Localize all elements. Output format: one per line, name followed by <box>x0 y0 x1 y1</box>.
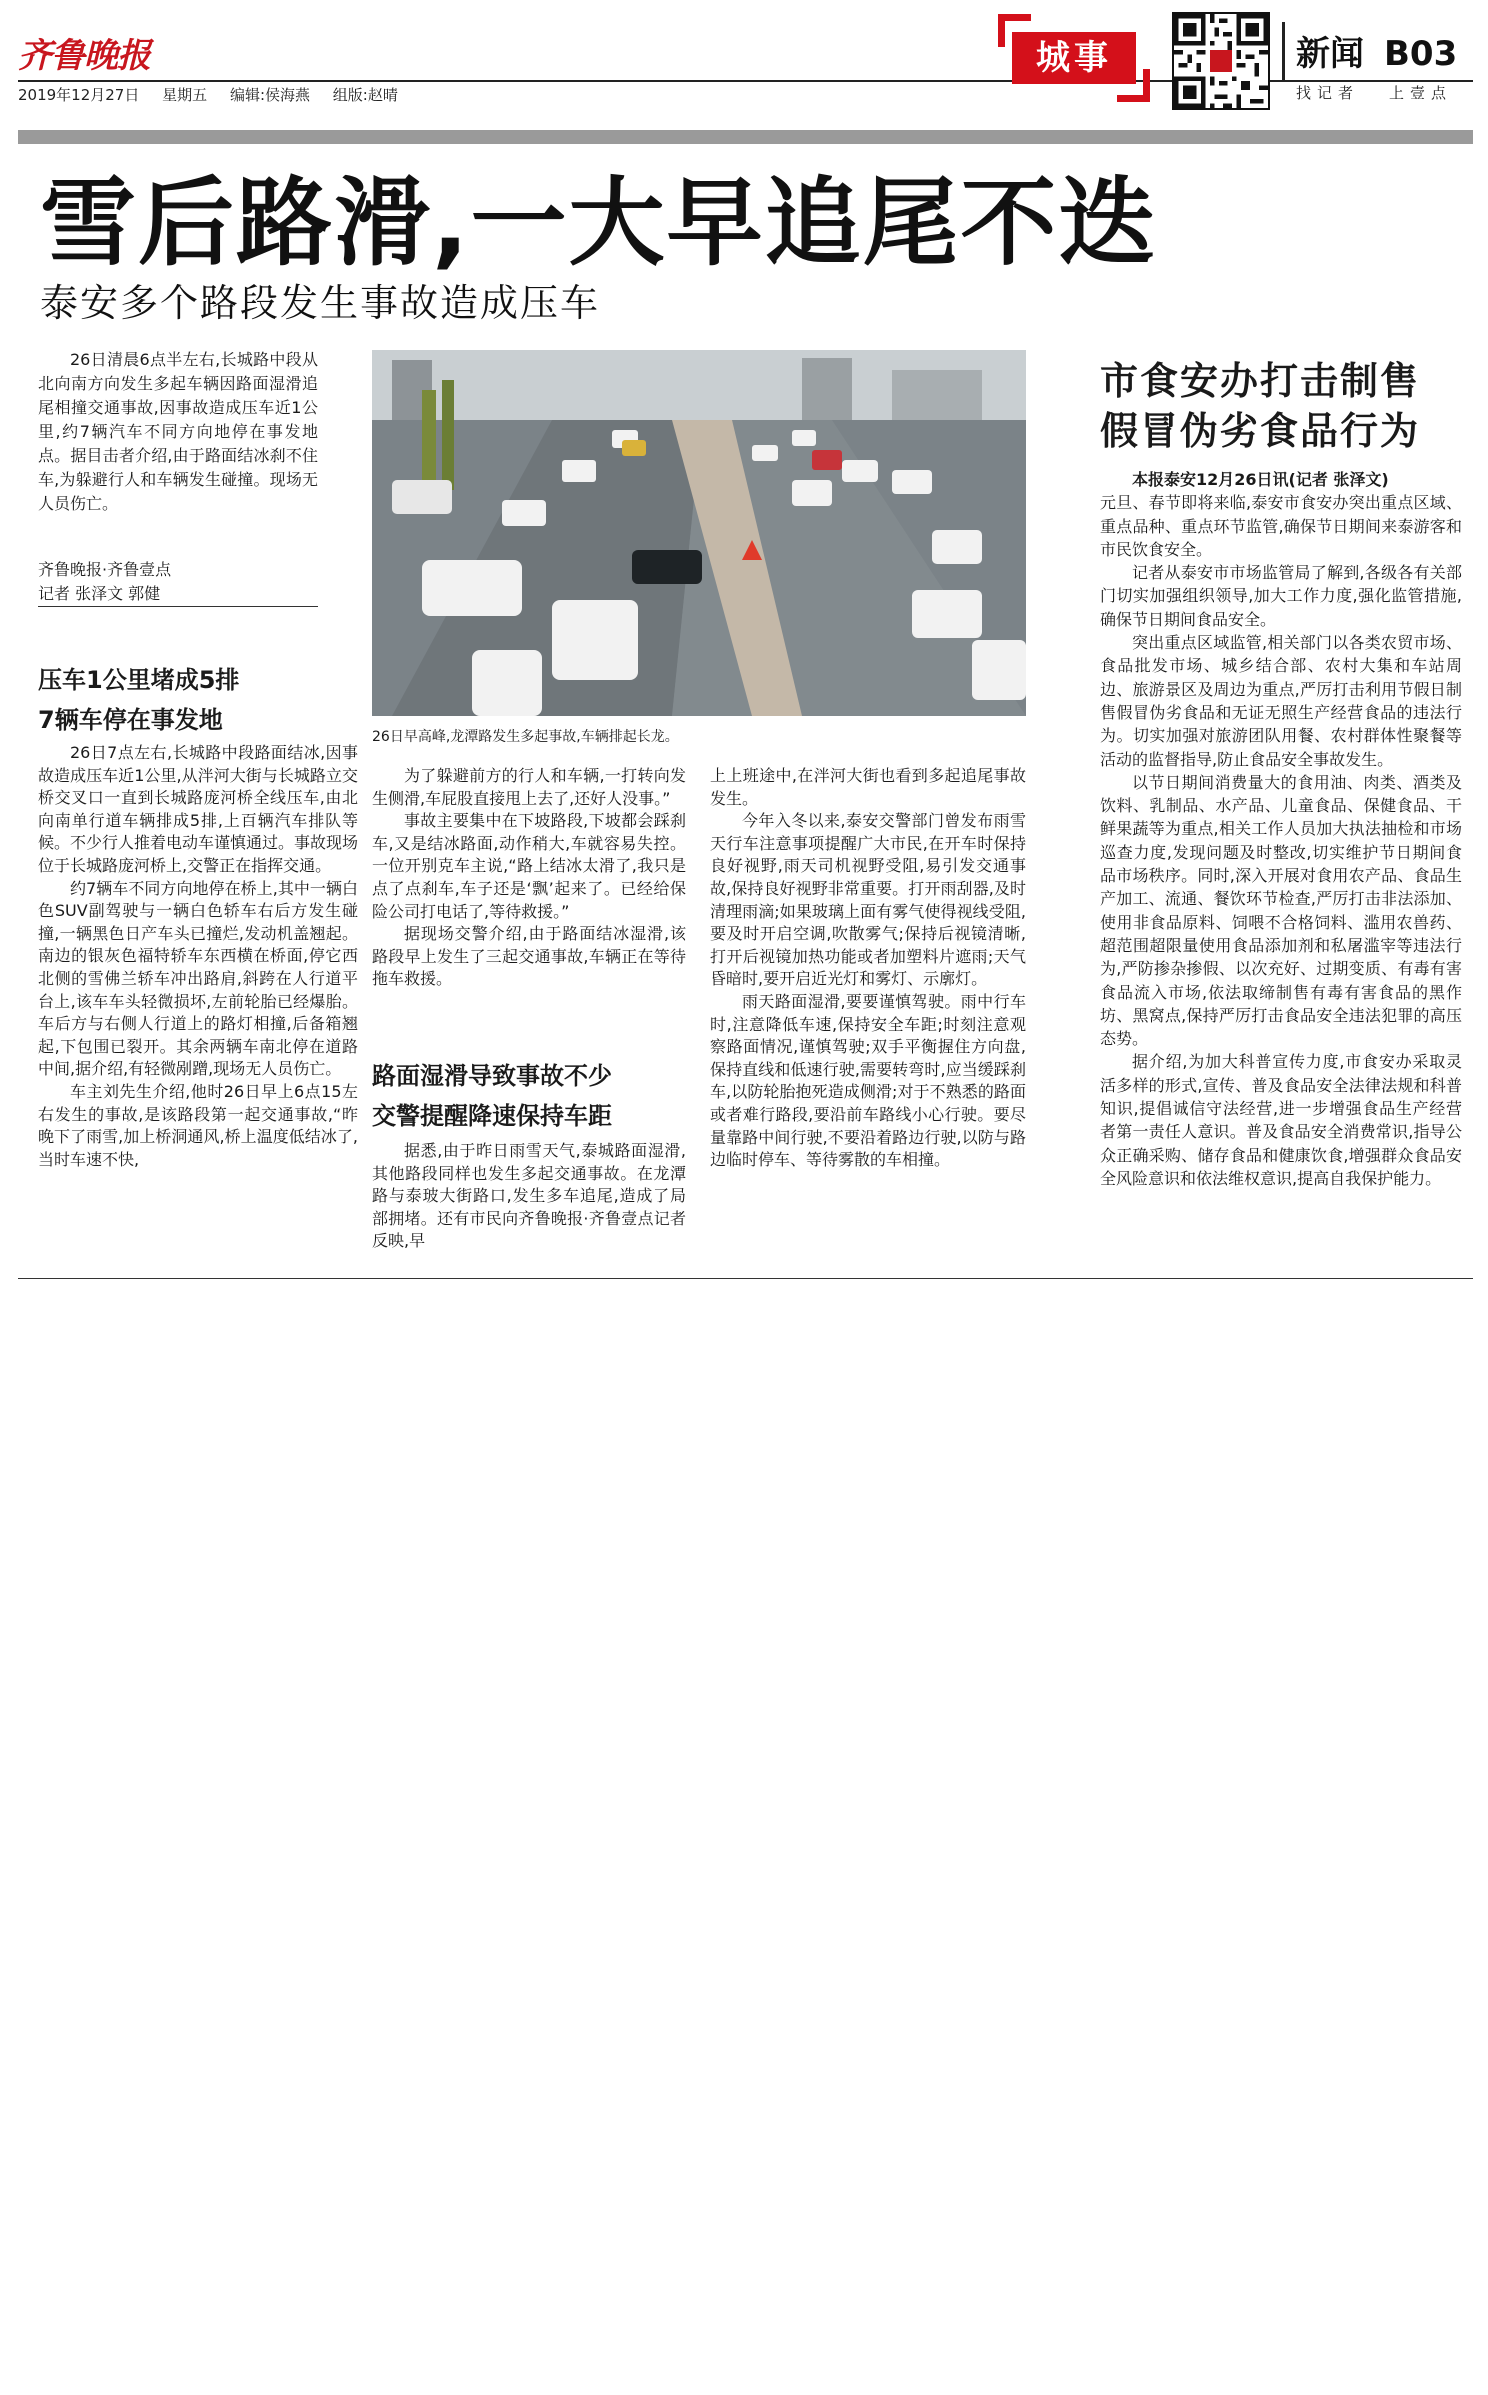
byline-reporters: 记者 张泽文 郭健 <box>38 584 161 603</box>
main-headline: 雪后路滑,一大早追尾不迭 <box>40 167 1157 279</box>
paragraph: 为了躲避前方的行人和车辆,一打转向发生侧滑,车屁股直接甩上去了,还好人没事。” <box>372 766 686 808</box>
issue-weekday: 星期五 <box>162 86 208 104</box>
paragraph: 今年入冬以来,泰安交警部门曾发布雨雪天行车注意事项提醒广大市民,在开车时保持良好视野,雨天司机视野受阻,易引发交通事故,保持良好视野非常重要。打开雨刮器,及时清理雨滴;如果玻璃上面有雾气使得视线受阻,要及时开启空调,吹散雾气;保持后视镜清晰,打开后视镜加热功能或者加塑料片遮雨;天气昏暗时,要开启近光灯和雾灯、示廓灯。 <box>710 811 1026 989</box>
paragraph: 以节日期间消费量大的食用油、肉类、酒类及饮料、乳制品、水产品、儿童食品、保健食品、干鲜果蔬等为重点,相关工作人员加大执法抽检和市场巡查力度,发现问题及时整改,切实维护节日期间食品市场秩序。同时,深入开展对食用农产品、食品生产加工、流通、餐饮环节检查,严厉打击非法添加、使用非食品原料、饲喂不合格饲料、滥用农兽药、超范围超限量使用食品添加剂和私屠滥宰等违法行为,严防掺杂掺假、以次充好、过期变质、有毒有害食品流入市场,依法取缔制售有毒有害食品的黑作坊、黑窝点,保持严厉打击食品安全违法犯罪的高压态势。 <box>1100 772 1462 1049</box>
bottom-rule <box>18 1278 1473 1279</box>
paragraph: 雨天路面湿滑,要要谨慎驾驶。雨中行车时,注意降低车速,保持安全车距;时刻注意观察路面情况,谨慎驾驶;双手平衡握住方向盘,保持直线和低速行驶,需要转弯时,应当缓踩刹车,以防轮胎抱死造成侧滑;对于不熟悉的路面或者难行路段,要沿前车路线小心行驶。要尽量靠路中间行驶,不要沿着路边行驶,以防与路边临时停车、等待雾散的车相撞。 <box>710 991 1026 1170</box>
qr-code-icon[interactable] <box>1172 12 1270 110</box>
dateline: 本报泰安12月26日讯(记者 张泽文) <box>1132 470 1389 489</box>
section-label: 城事 <box>1012 32 1136 84</box>
header-divider <box>1282 22 1285 82</box>
article-column-1 <box>38 742 358 1171</box>
section-subhead-1 <box>38 660 338 740</box>
article-column-2 <box>372 765 686 991</box>
section-badge <box>998 14 1150 102</box>
side-headline <box>1100 356 1460 456</box>
issue-meta <box>18 84 416 105</box>
paragraph: 据悉,由于昨日雨雪天气,泰城路面湿滑,其他路段同样也发生多起交通事故。在龙潭路与泰玻大街路口,发生多车追尾,造成了局部拥堵。还有市民向齐鲁晚报·齐鲁壹点记者反映,早 <box>372 1141 686 1251</box>
paragraph: 记者从泰安市市场监管局了解到,各级各有关部门切实加强组织领导,加大工作力度,强化监管措施,确保节日期间食品安全。 <box>1100 563 1462 629</box>
paragraph: 上上班途中,在泮河大街也看到多起追尾事故发生。 <box>710 766 1026 808</box>
page-number: B03 <box>1384 34 1458 74</box>
issue-date: 2019年12月27日 <box>18 86 140 104</box>
paragraph: 据介绍,为加大科普宣传力度,市食安办采取灵活多样的形式,宣传、普及食品安全法律法规和科普知识,提倡诚信守法经营,进一步增强食品生产经营者第一责任人意识。普及食品安全消费常识,指导公众正确采购、储存食品和健康饮食,增强群众食品安全风险意识和依法维权意识,提高自我保护能力。 <box>1100 1052 1462 1188</box>
section-subhead-2 <box>372 1056 702 1136</box>
paragraph: 约7辆车不同方向地停在桥上,其中一辆白色SUV副驾驶与一辆白色轿车右后方发生碰撞,一辆黑色日产车头已撞烂,发动机盖翘起。南边的银灰色福特轿车东西横在桥面,停它西北侧的雪佛兰轿车冲出路肩,斜跨在人行道平台上,该车车头轻微损坏,左前轮胎已经爆胎。车后方与右侧人行道上的路灯相撞,后备箱翘起,下包围已裂开。其余两辆车南北停在道路中间,据介绍,有轻微剐蹭,现场无人员伤亡。 <box>38 878 358 1079</box>
photo-caption: 26日早高峰,龙潭路发生多起事故,车辆排起长龙。 <box>372 729 679 745</box>
paragraph: 车主刘先生介绍,他时26日早上6点15左右发生的事故,是该路段第一起交通事故,“昨晚下了雨雪,加上桥洞通风,桥上温度低结冰了,当时车速不快, <box>38 1081 358 1169</box>
page-editor: 编辑:侯海燕 <box>229 86 310 104</box>
side-headline-line: 市食安办打击制售 <box>1100 359 1421 403</box>
page-label <box>1296 26 1457 75</box>
subhead-line: 压车1公里堵成5排 <box>38 666 240 694</box>
contact-left: 找记者 <box>1296 84 1360 102</box>
subhead-line: 路面湿滑导致事故不少 <box>372 1062 612 1090</box>
byline-outlet: 齐鲁晚报·齐鲁壹点 <box>38 560 172 579</box>
newspaper-logo: 齐鲁晚报 <box>18 36 150 76</box>
side-headline-line: 假冒伪劣食品行为 <box>1100 409 1421 453</box>
article-column-2b <box>372 1140 686 1253</box>
byline <box>38 558 318 606</box>
byline-rule <box>38 606 318 607</box>
paragraph: 事故主要集中在下坡路段,下坡都会踩刹车,又是结冰路面,动作稍大,车就容易失控。一位开别克车主说,“路上结冰太滑了,我只是点了点刹车,车子还是‘飘’起来了。已经给保险公司打电话了,等待救援。” <box>372 811 686 921</box>
lead-paragraph: 26日清晨6点半左右,长城路中段从北向南方向发生多起车辆因路面湿滑追尾相撞交通事故,因事故造成压车近1公里,约7辆汽车不同方向地停在事发地点。据目击者介绍,由于路面结冰刹不住车,为躲避行人和车辆发生碰撞。现场无人员伤亡。 <box>38 350 318 513</box>
article-column-3 <box>710 765 1026 1172</box>
contact-right: 上壹点 <box>1389 84 1453 102</box>
paragraph: 突出重点区域监管,相关部门以各类农贸市场、食品批发市场、城乡结合部、农村大集和车站周边、旅游景区及周边为重点,严厉打击利用节假日制售假冒伪劣食品和无证无照生产经营食品的违法行为。切实加强对旅游团队用餐、农村群体性聚餐等活动的监督指导,防止食品安全事故发生。 <box>1100 633 1462 769</box>
paragraph: 据现场交警介绍,由于路面结冰湿滑,该路段早上发生了三起交通事故,车辆正在等待拖车救援。 <box>372 924 686 989</box>
page-layout-editor: 组版:赵晴 <box>332 86 398 104</box>
paragraph: 元旦、春节即将来临,泰安市食安办突出重点区域、重点品种、重点环节监管,确保节日期间来泰游客和市民饮食安全。 <box>1100 493 1462 559</box>
section-rule <box>18 130 1473 144</box>
side-article <box>1100 468 1462 1190</box>
contact-line <box>1296 82 1482 103</box>
main-subheadline: 泰安多个路段发生事故造成压车 <box>40 281 601 325</box>
news-photo <box>372 350 1026 716</box>
paragraph: 26日7点左右,长城路中段路面结冰,因事故造成压车近1公里,从泮河大街与长城路立交桥交叉口一直到长城路庞河桥全线压车,由北向南单行道车辆排成5排,上百辆汽车排队等候。不少行人推着电动车谨慎通过。事故现场位于长城路庞河桥上,交警正在指挥交通。 <box>38 743 359 875</box>
page-name: 新闻 <box>1296 34 1364 74</box>
subhead-line: 7辆车停在事发地 <box>38 706 223 734</box>
subhead-line: 交警提醒降速保持车距 <box>372 1102 612 1130</box>
